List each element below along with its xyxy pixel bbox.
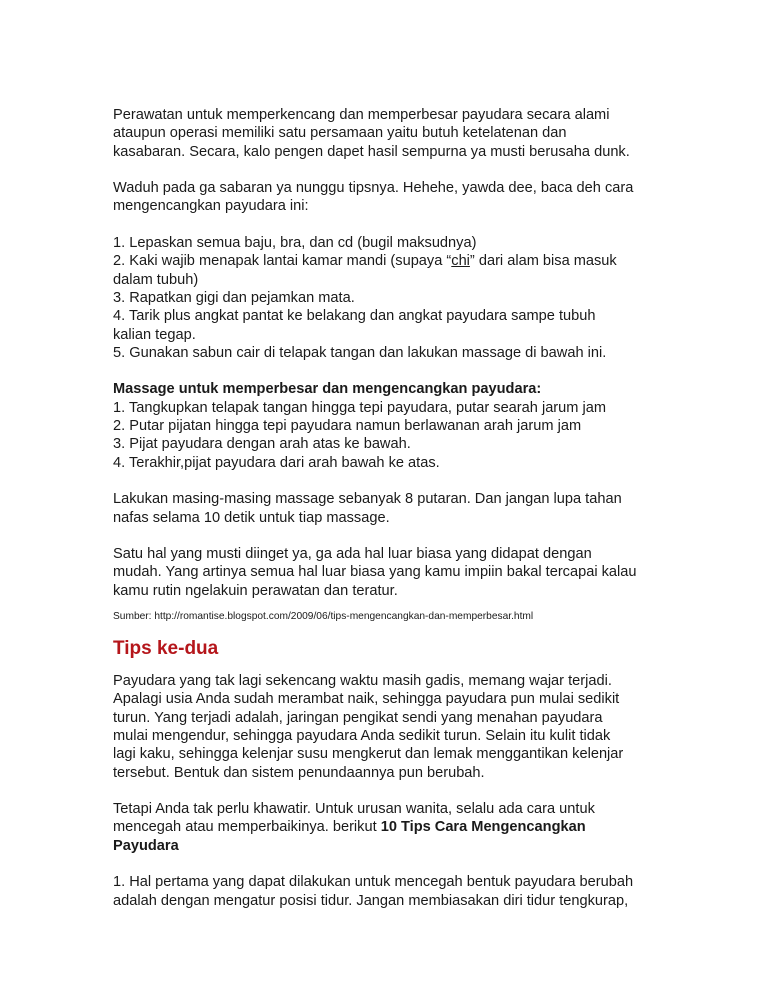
text-line: mengencangkan payudara ini: [113, 198, 309, 215]
text-line: kasabaran. Secara, kalo pengen dapet hasil sempurna ya musti berusaha dunk. [113, 143, 630, 160]
step-item: kalian tegap. [113, 326, 196, 343]
massage-title: Massage untuk memperbesar dan mengencangkan payudara: [113, 381, 542, 398]
para4-paragraph [113, 873, 673, 910]
step-text: 2. Kaki wajib menapak lantai kamar mandi (supaya “ [113, 253, 452, 270]
intro-paragraph [113, 106, 673, 161]
text-line: Satu hal yang musti diinget ya, ga ada hal luar biasa yang didapat dengan [113, 546, 592, 563]
text-line: Perawatan untuk memperkencang dan memperbesar payudara secara alami [113, 107, 610, 123]
para2-paragraph [113, 672, 673, 782]
text-line: ataupun operasi memiliki satu persamaan yaitu butuh ketelatenan dan [113, 125, 567, 142]
text-line: nafas selama 10 detik untuk tiap massage. [113, 509, 390, 526]
steps-list [113, 234, 673, 362]
step-item: dalam tubuh) [113, 271, 199, 288]
massage-item: 2. Putar pijatan hingga tepi payudara namun berlawanan arah jarum jam [113, 418, 582, 435]
source-citation: Sumber: http://romantise.blogspot.com/2009/06/tips-mengencangkan-dan-memperbesar.html [113, 611, 534, 623]
step-item: 3. Rapatkan gigi dan pejamkan mata. [113, 289, 355, 306]
satu-paragraph [113, 545, 673, 600]
text-line [113, 818, 673, 836]
section-heading: Tips ke-dua [113, 638, 219, 660]
text-line: lagi kaku, sehingga kelenjar susu mengkerut dan lemak menggantikan kelenjar [113, 746, 624, 763]
waduh-paragraph [113, 179, 673, 216]
document-page [113, 106, 673, 910]
massage-item: 3. Pijat payudara dengan arah atas ke bawah. [113, 436, 411, 453]
tips-title-bold: Payudara [113, 837, 179, 854]
text-line: kamu rutin ngelakuin perawatan dan teratur. [113, 582, 398, 599]
step-item: 4. Tarik plus angkat pantat ke belakang dan angkat payudara sampe tubuh [113, 308, 596, 325]
massage-item: 1. Tangkupkan telapak tangan hingga tepi payudara, putar searah jarum jam [113, 399, 607, 416]
text-line: Waduh pada ga sabaran ya nunggu tipsnya. Hehehe, yawda dee, baca deh cara [113, 180, 634, 197]
step-item [113, 252, 673, 270]
text-line: mulai mengendur, sehingga payudara Anda sedikit turun. Selain itu kulit tidak [113, 727, 611, 744]
step-text: ” dari alam bisa masuk [469, 253, 617, 270]
text-line: Apalagi usia Anda sudah merambat naik, sehingga payudara pun mulai sedikit [113, 691, 620, 708]
massage-section [113, 380, 673, 471]
step-item: 5. Gunakan sabun cair di telapak tangan dan lakukan massage di bawah ini. [113, 344, 607, 361]
lakukan-paragraph [113, 490, 673, 527]
text-span: mencegah atau memperbaikinya. berikut [113, 819, 381, 836]
massage-item: 4. Terakhir,pijat payudara dari arah bawah ke atas. [113, 454, 440, 471]
tips-title-bold: 10 Tips Cara Mengencangkan [380, 819, 586, 836]
text-line: mudah. Yang artinya semua hal luar biasa yang kamu impiin bakal tercapai kalau [113, 564, 637, 581]
text-line: Tetapi Anda tak perlu khawatir. Untuk urusan wanita, selalu ada cara untuk [113, 801, 595, 818]
step-item: 1. Lepaskan semua baju, bra, dan cd (bugil maksudnya) [113, 235, 477, 252]
para3-paragraph [113, 800, 673, 855]
text-line: tersebut. Bentuk dan sistem penundaannya pun berubah. [113, 764, 485, 781]
text-line: turun. Yang terjadi adalah, jaringan pengikat sendi yang menahan payudara [113, 709, 603, 726]
text-line: Lakukan masing-masing massage sebanyak 8 putaran. Dan jangan lupa tahan [113, 491, 622, 508]
text-line: adalah dengan mengatur posisi tidur. Jangan membiasakan diri tidur tengkurap, [113, 892, 629, 909]
chi-link[interactable]: chi [451, 253, 470, 270]
text-line: Payudara yang tak lagi sekencang waktu masih gadis, memang wajar terjadi. [113, 673, 612, 690]
text-line: 1. Hal pertama yang dapat dilakukan untuk mencegah bentuk payudara berubah [113, 874, 634, 891]
